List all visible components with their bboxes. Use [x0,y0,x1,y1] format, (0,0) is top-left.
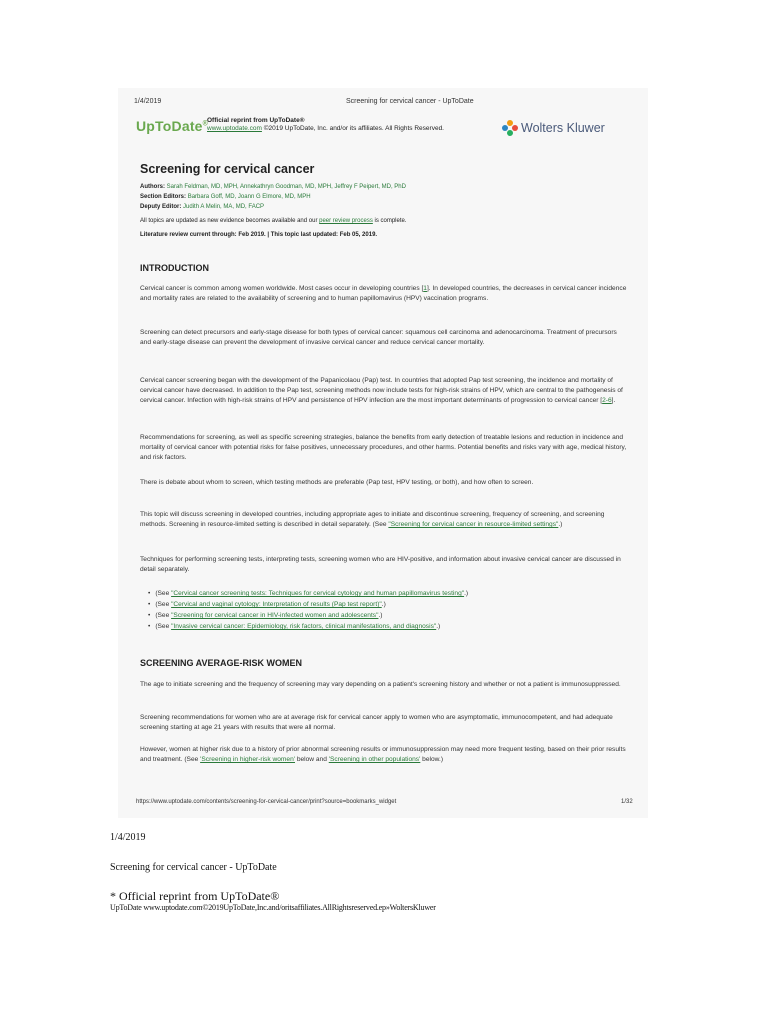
list-item [148,621,618,632]
p3-text-mid: below and [295,756,329,763]
section-heading-screening: SCREENING AVERAGE-RISK WOMEN [140,658,303,668]
logo-text: UpToDate [136,118,203,134]
peer-review-link[interactable]: peer review process [319,218,373,224]
intro-paragraph-1 [140,284,628,304]
deputy-line [140,204,264,210]
reference-link[interactable]: 1 [423,285,427,292]
ocr-title: Screening for cervical cancer - UpToDate [110,862,277,873]
ocr-copyright: UpToDate www.uptodate.com©2019UpToDate,Inc.and/oritsaffiliates.AllRightsreserved.ep»WoltersKluwer [110,903,436,912]
editors-line [140,194,311,200]
update-note-text: All topics are updated as new evidence becomes available and our [140,218,320,224]
p6-text-end: .) [558,521,563,528]
see-also-list [148,588,618,632]
header-date: 1/4/2019 [134,98,162,105]
intro-paragraph-6 [140,510,628,530]
authors-links[interactable]: Sarah Feldman, MD, MPH, Annekathryn Goodman, MD, MPH, Jeffrey F Peipert, MD, PhD [166,184,406,190]
screening-paragraph-3 [140,745,628,765]
p3-text-end: ]. [611,397,616,404]
resource-limited-link[interactable]: "Screening for cervical cancer in resource-limited settings" [388,521,559,528]
intro-paragraph-3 [140,376,628,406]
literature-review: Literature review current through: Feb 2019. | This topic last updated: Feb 05, 2019. [140,232,378,238]
see-prefix: (See [155,612,172,619]
footer-url: https://www.uptodate.com/contents/screening-for-cervical-cancer/print?source=bookmarks_widget [136,799,397,805]
update-note-end: is complete. [372,218,407,224]
editors-links[interactable]: Barbara Goff, MD, Joann G Elmore, MD, MPH [187,194,311,200]
p3-text-end: below.) [420,756,444,763]
article-title: Screening for cervical cancer [140,162,315,176]
intro-paragraph-2: Screening can detect precursors and early-stage disease for both types of cervical cancer: squamous cell carcinoma and adenocarcinoma. Treatment of precursors and early-stage disease can prevent the development of invasive cervical cancer and reduce cervical cancer mortality. [140,329,617,346]
update-note [140,218,407,224]
higher-risk-link[interactable]: 'Screening in higher-risk women' [200,756,295,763]
section-heading-introduction: INTRODUCTION [140,263,209,273]
screening-paragraph-1: The age to initiate screening and the frequency of screening may vary depending on a patient's screening history and whether or not a patient is immunosuppressed. [140,681,621,688]
ocr-reprint: * Official reprint from UpToDate® [110,889,280,903]
deputy-label: Deputy Editor: [140,204,182,210]
screening-paragraph-2: Screening recommendations for women who are at average risk for cervical cancer apply to women who are asymptomatic, immunocompetent, and had adequate screening starting at age 21 years with results that were all normal. [140,714,613,731]
list-item [148,588,618,599]
editors-label: Section Editors: [140,194,187,200]
intro-paragraph-7: Techniques for performing screening tests, interpreting tests, screening women who are HIV-positive, and information about invasive cervical cancer are discussed in detail separately. [140,556,621,573]
topic-link[interactable]: "Cervical cancer screening tests: Techniques for cervical cytology and human papillomavirus testing" [171,590,465,597]
wolters-kluwer-logo [502,120,605,136]
topic-link[interactable]: "Screening for cervical cancer in HIV-infected women and adolescents" [171,612,379,619]
list-item [148,610,618,621]
other-populations-link[interactable]: 'Screening in other populations' [328,756,421,763]
publisher-name: Wolters Kluwer [521,121,605,135]
header-title: Screening for cervical cancer - UpToDate [346,98,474,105]
topic-link[interactable]: "Invasive cervical cancer: Epidemiology, risk factors, clinical manifestations, and diagnosis" [171,623,437,630]
see-prefix: (See [155,601,172,608]
reprint-notice [207,117,444,133]
footer-page-number: 1/32 [621,799,633,805]
p3-text: Cervical cancer screening began with the development of the Papanicolaou (Pap) test. In countries that adopted Pap test screening, the incidence and mortality of cervical cancer have decreased. In addition to the Pap test, screening methods now include tests for high-risk strains of HPV, which are central to the pathogenesis of cervical cancer. Infection with high-risk strains of HPV and persistence of HPV infection are the most important determinants of progression to cervical cancer [ [140,377,623,404]
see-suffix: .) [381,601,386,608]
reprint-line2 [207,125,444,133]
deputy-link[interactable]: Judith A Melin, MA, MD, FACP [183,204,265,210]
ocr-date: 1/4/2019 [110,832,146,843]
see-suffix: .) [436,623,441,630]
p1-text-end: ]. In developed countries, the decreases in cervical cancer incidence and mortality rates are related to the availability of screening and to human papillomavirus (HPV) vaccination programs. [140,285,627,302]
see-suffix: .) [464,590,469,597]
see-prefix: (See [155,623,172,630]
p3-text: However, women at higher risk due to a history of prior abnormal screening results or immunosuppression may need more frequent testing, based on their prior results and treatment. (See [140,746,626,763]
intro-paragraph-5: There is debate about whom to screen, which testing methods are preferable (Pap test, HPV testing, or both), and how often to screen. [140,479,534,486]
reprint-line1: Official reprint from UpToDate® [207,117,305,124]
authors-label: Authors: [140,184,165,190]
p1-text: Cervical cancer is common among women worldwide. Most cases occur in developing countries [ [140,285,424,292]
list-item [148,599,618,610]
uptodate-logo: UpToDate® [136,118,209,134]
see-prefix: (See [155,590,172,597]
wolters-kluwer-icon [502,120,518,136]
reference-link[interactable]: 2-6 [602,397,612,404]
copyright-text: ©2019 UpToDate, Inc. and/or its affiliates. All Rights Reserved. [261,125,444,132]
intro-paragraph-4: Recommendations for screening, as well as specific screening strategies, balance the benefits from early detection of treatable lesions and reduction in incidence and mortality of cervical cancer with potential risks for false positives, unnecessary procedures, and other harms. Potential benefits and risks vary with age, medical history, and risk factors. [140,434,627,461]
topic-link[interactable]: "Cervical and vaginal cytology: Interpretation of results (Pap test report)" [171,601,382,608]
authors-line [140,184,406,190]
p6-text: This topic will discuss screening in developed countries, including appropriate ages to initiate and discontinue screening, frequency of screening, and screening methods. Screening in resource-limited setting is described in detail separately. (See [140,511,605,528]
see-suffix: .) [378,612,383,619]
uptodate-link[interactable]: www.uptodate.com [207,125,262,132]
